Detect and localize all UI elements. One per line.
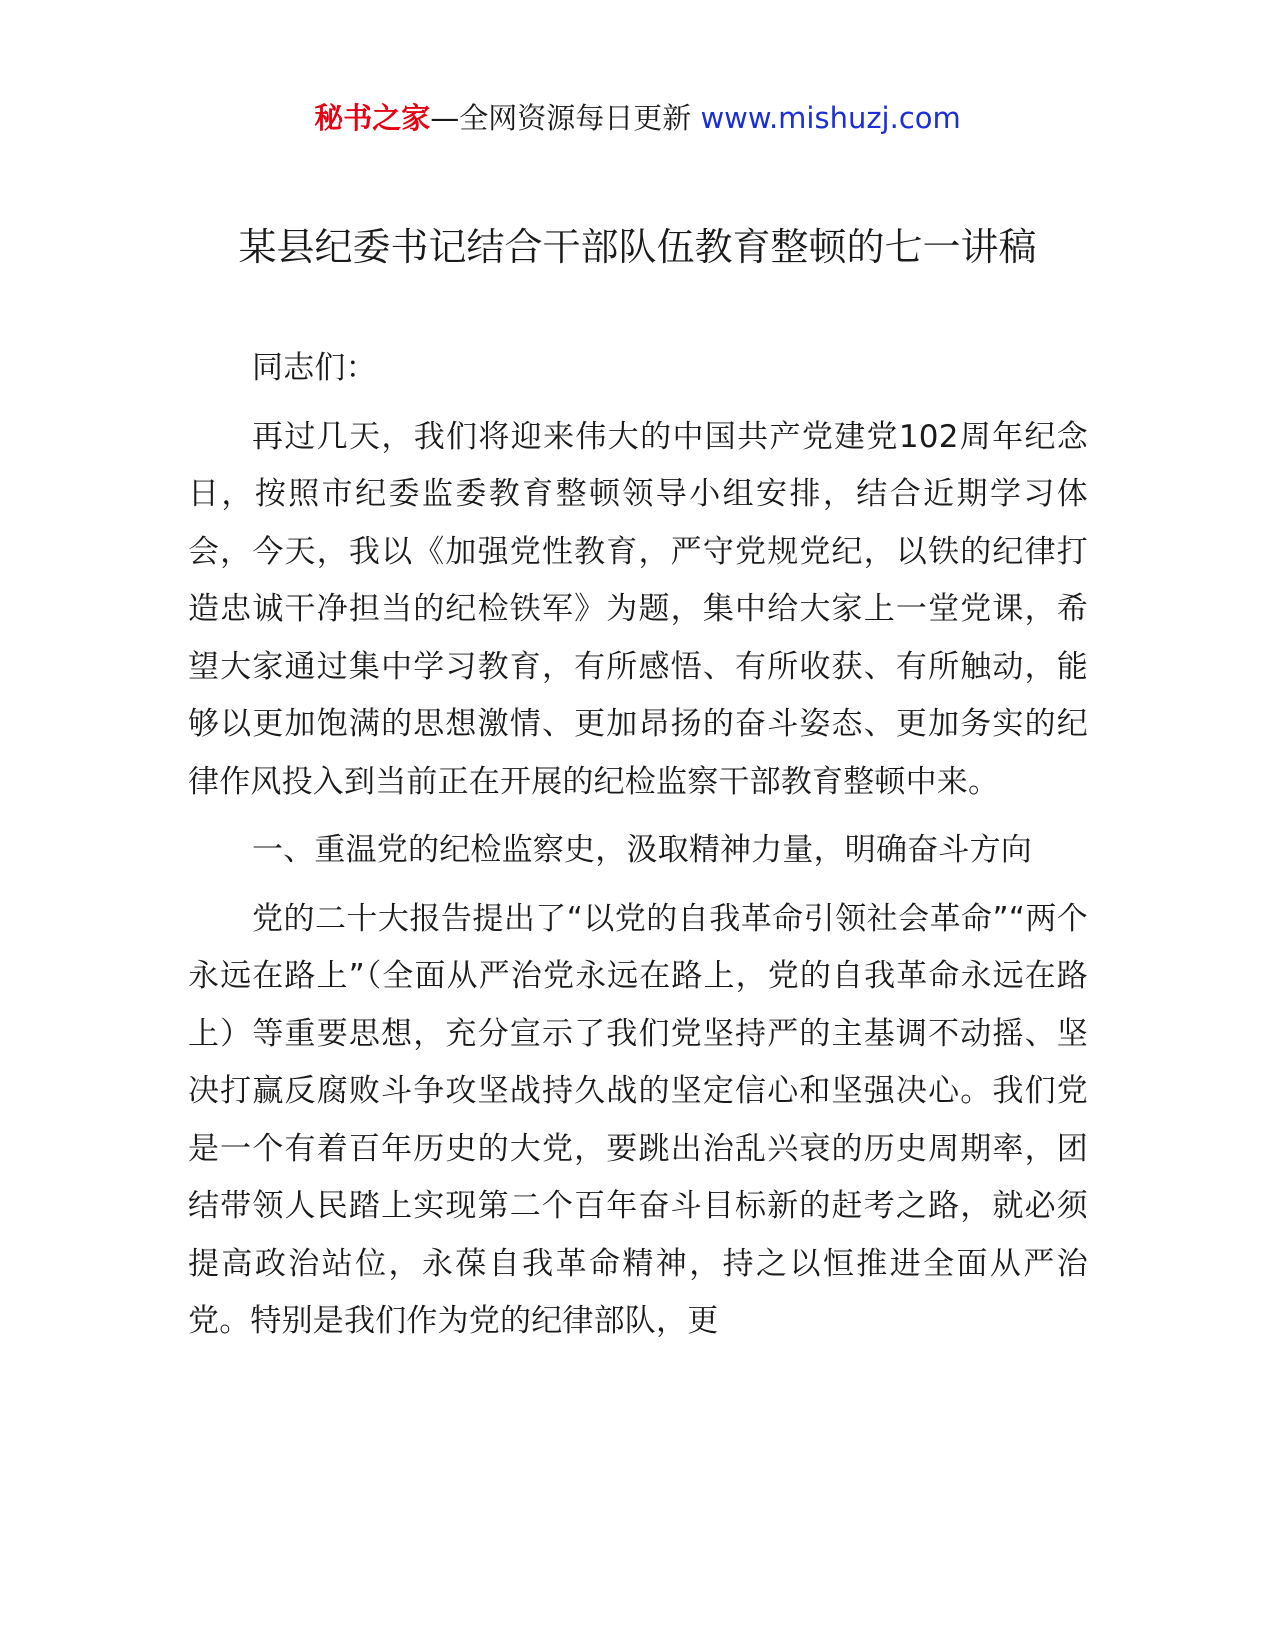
site-url-link[interactable]: www.mishuzj.com bbox=[700, 101, 961, 135]
paragraph-section-1: 党的二十大报告提出了“以党的自我革命引领社会革命”“两个永远在路上”（全面从严治党永远在路上，党的自我革命永远在路上）等重要思想，充分宣示了我们党坚持严的主基调不动摇、坚决打赢反腐败斗争攻坚战持久战的坚定信心和坚强决心。我们党是一个有着百年历史的大党，要跳出治乱兴衰的历史周期率，团结带领人民踏上实现第二个百年奋斗目标新的赶考之路，就必须提高政治站位，永葆自我革命精神，持之以恒推进全面从严治党。特别是我们作为党的纪律部队，更 bbox=[188, 900, 1088, 1339]
brand-name: 秘书之家 bbox=[314, 101, 431, 135]
section-heading-1: 一、重温党的纪检监察史，汲取精神力量，明确奋斗方向 bbox=[252, 832, 1032, 868]
header-slogan: —全网资源每日更新 bbox=[430, 101, 701, 135]
document-body bbox=[188, 340, 1088, 1362]
site-header bbox=[0, 98, 1275, 138]
salutation: 同志们： bbox=[252, 350, 377, 386]
paragraph-intro: 再过几天，我们将迎来伟大的中国共产党建党102周年纪念日，按照市纪委监委教育整顿领导小组安排，结合近期学习体会，今天，我以《加强党性教育，严守党规党纪，以铁的纪律打造忠诚干净担当的纪检铁军》为题，集中给大家上一堂党课，希望大家通过集中学习教育，有所感悟、有所收获、有所触动，能够以更加饱满的思想激情、更加昂扬的奋斗姿态、更加务实的纪律作风投入到当前正在开展的纪检监察干部教育整顿中来。 bbox=[188, 418, 1088, 800]
document-title: 某县纪委书记结合干部队伍教育整顿的七一讲稿 bbox=[238, 225, 1037, 269]
